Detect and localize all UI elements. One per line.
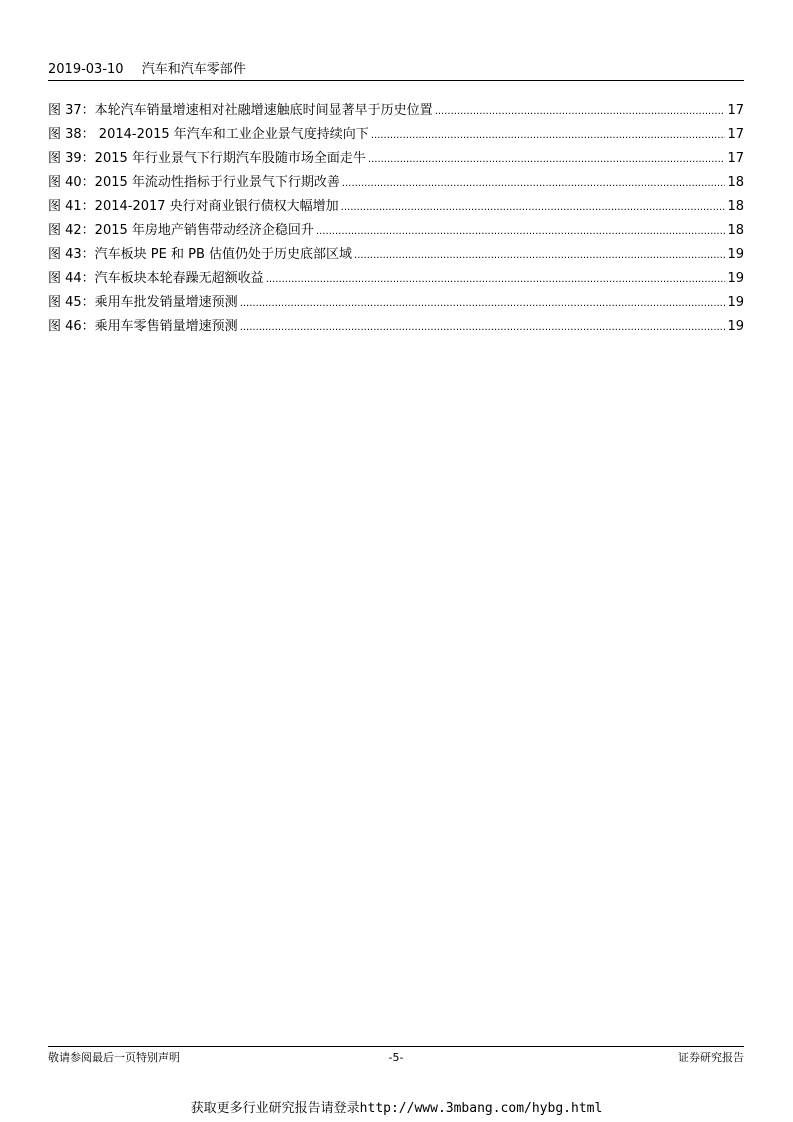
page-header (48, 60, 744, 80)
toc-dot-leader (341, 195, 726, 220)
toc-entry[interactable] (48, 123, 744, 147)
toc-dot-leader (371, 123, 726, 148)
toc-entry-page: 19 (727, 295, 744, 310)
toc-entry-label: 图 41：2014-2017 央行对商业银行债权大幅增加 (48, 199, 339, 214)
toc-dot-leader (316, 219, 726, 244)
toc-entry-page: 17 (727, 103, 744, 118)
toc-entry[interactable] (48, 243, 744, 267)
header-divider (48, 80, 744, 81)
toc-entry[interactable] (48, 195, 744, 219)
toc-entry-label: 图 40：2015 年流动性指标于行业景气下行期改善 (48, 175, 340, 190)
toc-entry-label: 图 39：2015 年行业景气下行期汽车股随市场全面走牛 (48, 151, 366, 166)
toc-entry-label: 图 45：乘用车批发销量增速预测 (48, 295, 238, 310)
header-title: 汽车和汽车零部件 (141, 62, 246, 77)
toc-entry-label: 图 37：本轮汽车销量增速相对社融增速触底时间显著早于历史位置 (48, 103, 433, 118)
toc-entry[interactable] (48, 267, 744, 291)
toc-entry-page: 17 (727, 151, 744, 166)
page-number: -5- (388, 1051, 404, 1064)
toc-entry[interactable] (48, 291, 744, 315)
toc-entry[interactable] (48, 171, 744, 195)
toc-entry-label: 图 44：汽车板块本轮春躁无超额收益 (48, 271, 264, 286)
toc-entry-page: 18 (727, 223, 744, 238)
footer-disclaimer: 敬请参阅最后一页特别声明 (48, 1051, 180, 1064)
toc-entry-page: 19 (727, 247, 744, 262)
page-footer (48, 1050, 744, 1066)
toc-entry-label: 图 38： 2014-2015 年汽车和工业企业景气度持续向下 (48, 127, 369, 142)
toc-entry[interactable] (48, 219, 744, 243)
toc-entry-label: 图 46：乘用车零售销量增速预测 (48, 319, 238, 334)
toc-entry-page: 18 (727, 175, 744, 190)
promo-link-text[interactable]: 获取更多行业研究报告请登录http://www.3mbang.com/hybg.html (190, 1101, 603, 1116)
toc-entry-label: 图 42：2015 年房地产销售带动经济企稳回升 (48, 223, 314, 238)
toc-entry[interactable] (48, 99, 744, 123)
toc-entry-page: 19 (727, 319, 744, 334)
toc-dot-leader (240, 315, 726, 340)
toc-dot-leader (354, 243, 725, 268)
header-date: 2019-03-10 (48, 62, 124, 77)
toc-entry-label: 图 43：汽车板块 PE 和 PB 估值仍处于历史底部区域 (48, 247, 353, 262)
toc-entry[interactable] (48, 147, 744, 171)
toc-dot-leader (368, 147, 726, 172)
toc-entry-page: 17 (727, 127, 744, 142)
toc-entry-page: 18 (727, 199, 744, 214)
toc-dot-leader (342, 171, 726, 196)
toc-entry-page: 19 (727, 271, 744, 286)
toc-dot-leader (266, 267, 726, 292)
footer-divider (48, 1046, 744, 1047)
toc-entry[interactable] (48, 315, 744, 339)
figure-table-of-contents (48, 99, 744, 339)
toc-dot-leader (435, 99, 726, 124)
toc-dot-leader (240, 291, 726, 316)
footer-report-type: 证券研究报告 (678, 1051, 744, 1064)
